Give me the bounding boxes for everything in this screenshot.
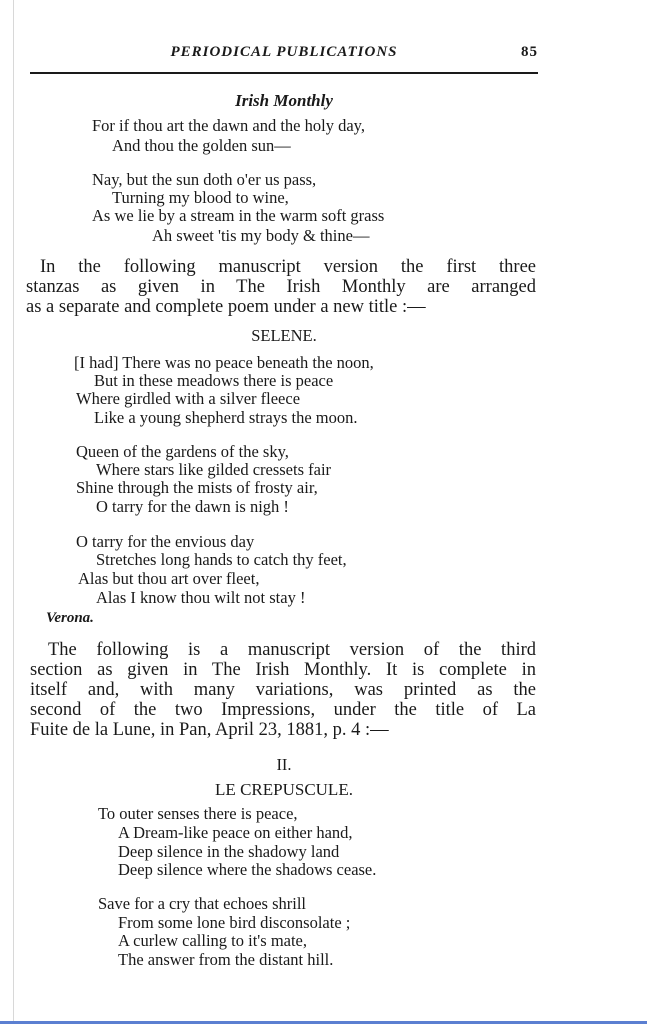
header-rule: [30, 72, 538, 74]
section-number: II.: [276, 755, 292, 774]
prose-line: The following is a manuscript version of the third: [48, 640, 536, 660]
prose-line: as a separate and complete poem under a new title :—: [26, 297, 426, 317]
poem-title-crepuscule: LE CREPUSCULE.: [215, 780, 353, 799]
verse-line: As we lie by a stream in the warm soft grass: [92, 206, 385, 225]
verse-line: And thou the golden sun—: [112, 136, 291, 155]
page-number: 85: [521, 44, 538, 60]
verse-line: Save for a cry that echoes shrill: [98, 894, 307, 913]
poem-title-selene: SELENE.: [251, 326, 317, 345]
verse-line: For if thou art the dawn and the holy day,: [92, 116, 365, 135]
prose-line: Fuite de la Lune, in Pan, April 23, 1881, p. 4 :—: [30, 720, 389, 740]
verse-line: O tarry for the envious day: [76, 532, 255, 551]
prose-line: itself and, with many variations, was printed as the: [30, 680, 536, 700]
verse-line: Like a young shepherd strays the moon.: [94, 408, 358, 427]
verse-line: Nay, but the sun doth o'er us pass,: [92, 170, 317, 189]
verse-line: Stretches long hands to catch thy feet,: [96, 550, 347, 569]
verse-line: Alas but thou art over fleet,: [78, 569, 260, 588]
verse-line: Where stars like gilded cressets fair: [96, 460, 332, 479]
verse-line: [I had] There was no peace beneath the noon,: [74, 353, 374, 372]
verse-line: Ah sweet 'tis my body & thine—: [152, 226, 370, 245]
running-title: PERIODICAL PUBLICATIONS: [170, 44, 398, 60]
running-header: [30, 44, 538, 66]
verse-line: Turning my blood to wine,: [112, 188, 289, 207]
verse-line: Queen of the gardens of the sky,: [76, 442, 289, 461]
verse-line: Deep silence in the shadowy land: [118, 842, 340, 861]
section-heading-irish-monthly: Irish Monthly: [235, 91, 333, 110]
verse-line: Where girdled with a silver fleece: [76, 389, 301, 408]
verse-line: Alas I know thou wilt not stay !: [96, 588, 306, 607]
verse-line: But in these meadows there is peace: [94, 371, 334, 390]
prose-line: second of the two Impressions, under the title of La: [30, 700, 536, 720]
verse-line: To outer senses there is peace,: [98, 804, 298, 823]
prose-line: section as given in The Irish Monthly. It is complete in: [30, 660, 536, 680]
page-edge-shadow: [13, 0, 14, 1024]
verse-line: Shine through the mists of frosty air,: [76, 478, 318, 497]
verse-line: A curlew calling to it's mate,: [118, 931, 308, 950]
place-signature: Verona.: [46, 610, 94, 626]
verse-line: A Dream-like peace on either hand,: [118, 823, 353, 842]
prose-line: In the following manuscript version the first three: [40, 257, 536, 277]
verse-line: Deep silence where the shadows cease.: [118, 860, 377, 879]
verse-line: The answer from the distant hill.: [118, 950, 334, 969]
verse-line: From some lone bird disconsolate ;: [118, 913, 351, 932]
verse-line: O tarry for the dawn is nigh !: [96, 497, 289, 516]
prose-line: stanzas as given in The Irish Monthly are arranged: [26, 277, 536, 297]
